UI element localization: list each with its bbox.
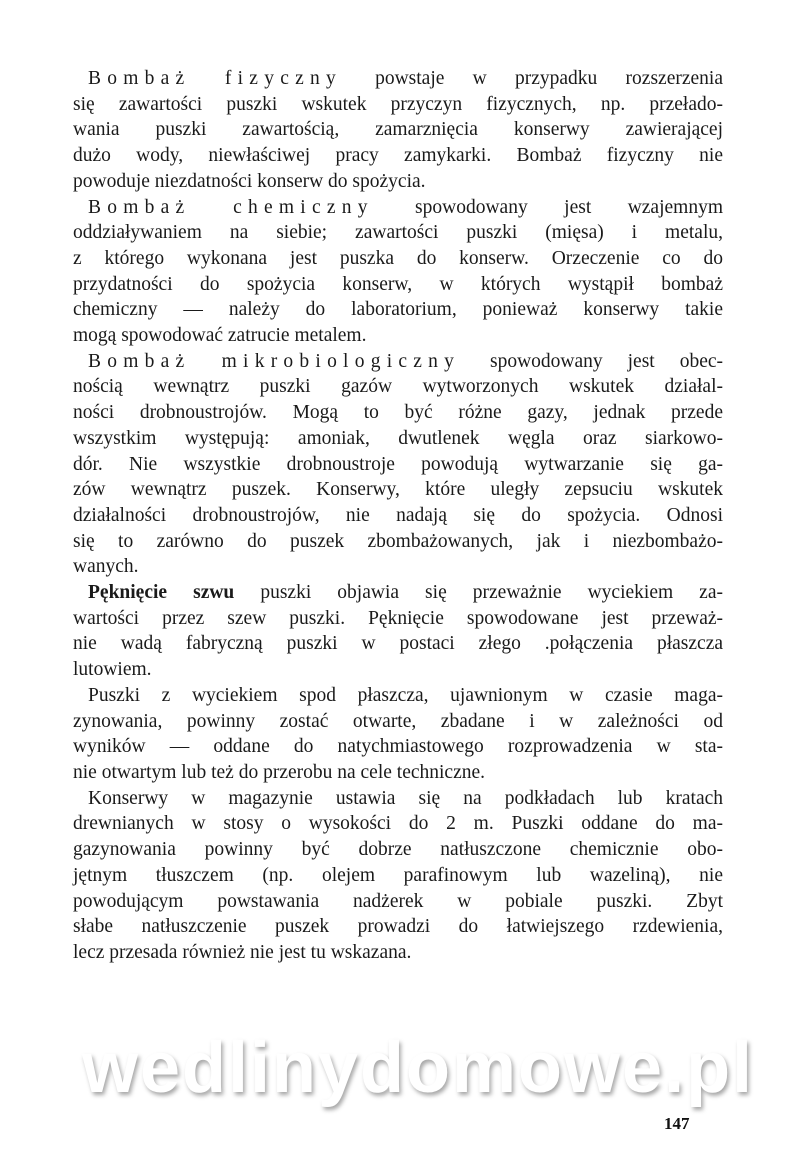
paragraph xyxy=(73,580,723,683)
line-text: lutowiem. xyxy=(73,659,152,681)
line-text: chemiczny — należy do laboratorium, ponieważ konserwy takie xyxy=(73,299,723,321)
text-line xyxy=(73,117,723,143)
paragraph xyxy=(73,349,723,580)
line-text: spowodowany jest obec- xyxy=(465,350,723,372)
text-line xyxy=(73,426,723,452)
text-line xyxy=(73,220,723,246)
line-text: gazynowania powinny być dobrze natłuszczone chemicznie obo- xyxy=(73,839,723,861)
text-line xyxy=(73,657,723,683)
line-text: spowodowany jest wzajemnym xyxy=(378,196,723,218)
text-line xyxy=(73,529,723,555)
paragraph xyxy=(73,786,723,966)
text-line xyxy=(73,606,723,632)
line-text: dór. Nie wszystkie drobnoustroje powodują wytwarzanie się ga- xyxy=(73,453,723,475)
text-line xyxy=(73,143,723,169)
paragraph xyxy=(73,66,723,195)
text-line xyxy=(73,374,723,400)
paragraph-lead-term: Bombaż fizyczny xyxy=(88,68,342,89)
line-text: oddziaływaniem na siebie; zawartości puszki (mięsa) i metalu, xyxy=(73,222,723,244)
paragraph xyxy=(73,195,723,349)
line-text: mogą spowodować zatrucie metalem. xyxy=(73,325,367,347)
watermark: wedlinydomowe.pl xyxy=(82,1028,755,1108)
line-text: nie otwartym lub też do przerobu na cele techniczne. xyxy=(73,761,486,783)
line-text: wartości przez szew puszki. Pęknięcie spowodowane jest przeważ- xyxy=(73,607,723,629)
line-text: nością wewnątrz puszki gazów wytworzonych wskutek działal- xyxy=(73,376,723,398)
paragraph-lead-term: Pęknięcie szwu xyxy=(88,582,235,604)
line-text: działalności drobnoustrojów, nie nadają się do spożycia. Odnosi xyxy=(73,504,723,526)
text-line xyxy=(73,477,723,503)
line-text: ności drobnoustrojów. Mogą to być różne gazy, jednak przede xyxy=(73,402,723,424)
text-line xyxy=(73,92,723,118)
text-line xyxy=(73,631,723,657)
line-text: się zawartości puszki wskutek przyczyn fizycznych, np. przełado- xyxy=(73,93,723,115)
text-line xyxy=(73,837,723,863)
text-line xyxy=(73,246,723,272)
line-text: wyników — oddane do natychmiastowego rozprowadzenia w sta- xyxy=(73,736,723,758)
line-text: powstaje w przypadku rozszerzenia xyxy=(346,68,723,89)
text-line xyxy=(73,811,723,837)
line-text: powodującym powstawania nadżerek w pobiale puszki. Zbyt xyxy=(73,890,723,912)
line-text: jętnym tłuszczem (np. olejem parafinowym lub wazeliną), nie xyxy=(73,864,723,886)
text-line xyxy=(73,914,723,940)
text-line xyxy=(73,786,723,812)
line-text: się to zarówno do puszek zbombażowanych, jak i niezbombażo- xyxy=(73,530,723,552)
page-number: 147 xyxy=(664,1114,690,1133)
line-text: dużo wody, niewłaściwej pracy zamykarki. Bombaż fizyczny nie xyxy=(73,145,723,167)
text-line xyxy=(73,580,723,606)
page-body-text xyxy=(73,66,723,966)
text-line xyxy=(73,452,723,478)
line-text: lecz przesada również nie jest tu wskazana. xyxy=(73,941,412,963)
line-text: z którego wykonana jest puszka do konserw. Orzeczenie co do xyxy=(73,247,723,269)
text-line xyxy=(73,400,723,426)
line-text: nie wadą fabryczną puszki w postaci złego .połączenia płaszcza xyxy=(73,633,723,655)
text-line xyxy=(73,863,723,889)
text-line xyxy=(73,297,723,323)
paragraph-lead-term: Bombaż chemiczny xyxy=(88,196,374,218)
line-text: zynowania, powinny zostać otwarte, zbadane i w zależności od xyxy=(73,710,723,732)
text-line xyxy=(73,554,723,580)
text-line xyxy=(73,683,723,709)
text-line xyxy=(73,66,723,92)
text-line xyxy=(73,889,723,915)
text-line xyxy=(73,734,723,760)
text-line xyxy=(73,940,723,966)
line-text: powoduje niezdatności konserw do spożycia. xyxy=(73,170,426,192)
line-text: słabe natłuszczenie puszek prowadzi do łatwiejszego rzdewienia, xyxy=(73,916,723,938)
text-line xyxy=(73,349,723,375)
text-line xyxy=(73,503,723,529)
paragraph-lead-term: Bombaż mikrobiologiczny xyxy=(88,350,461,372)
line-text: zów wewnątrz puszek. Konserwy, które uległy zepsuciu wskutek xyxy=(73,479,723,501)
line-text: drewnianych w stosy o wysokości do 2 m. Puszki oddane do ma- xyxy=(73,813,723,835)
line-text: Konserwy w magazynie ustawia się na podkładach lub kratach xyxy=(88,787,723,809)
line-text: Puszki z wyciekiem spod płaszcza, ujawnionym w czasie maga- xyxy=(88,684,723,706)
text-line xyxy=(73,195,723,221)
text-line xyxy=(73,323,723,349)
line-text: wanych. xyxy=(73,556,139,578)
text-line xyxy=(73,169,723,195)
text-line xyxy=(73,272,723,298)
line-text: puszki objawia się przeważnie wyciekiem za- xyxy=(234,582,723,604)
text-line xyxy=(73,709,723,735)
line-text: przydatności do spożycia konserw, w których wystąpił bombaż xyxy=(73,273,723,295)
line-text: wszystkim występują: amoniak, dwutlenek węgla oraz siarkowo- xyxy=(73,427,723,449)
paragraph xyxy=(73,683,723,786)
line-text: wania puszki zawartością, zamarznięcia konserwy zawierającej xyxy=(73,119,723,141)
text-line xyxy=(73,760,723,786)
